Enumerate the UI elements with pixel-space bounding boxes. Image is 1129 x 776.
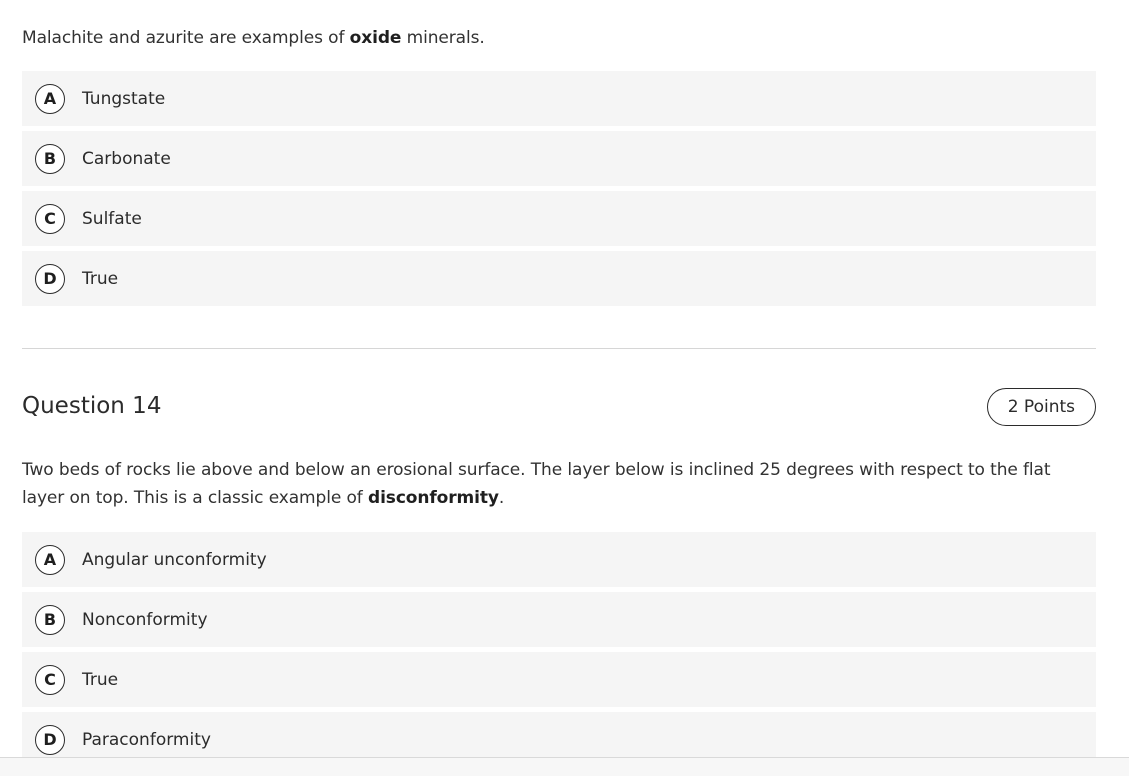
option-label: Paraconformity xyxy=(82,729,211,750)
question-14-option-c[interactable] xyxy=(22,652,1096,707)
option-label: Carbonate xyxy=(82,148,171,169)
question-14-options xyxy=(22,532,1096,772)
question-13-option-b[interactable] xyxy=(22,131,1096,186)
option-letter-badge: C xyxy=(35,204,65,234)
option-label: Nonconformity xyxy=(82,609,208,630)
option-label: Sulfate xyxy=(82,208,142,229)
question-14-prompt-end: . xyxy=(498,488,505,508)
option-letter-badge: B xyxy=(35,144,65,174)
question-14-prompt-text: Two beds of rocks lie above and below an erosional surface. The layer below is inclined 25 degrees with respect to the flat layer on top. This is a classic example of xyxy=(22,460,1051,508)
option-letter-badge: A xyxy=(35,545,65,575)
option-letter-badge: C xyxy=(35,665,65,695)
question-13-prompt-keyword: oxide xyxy=(349,28,402,48)
question-14-option-a[interactable] xyxy=(22,532,1096,587)
question-13-prompt-end: minerals. xyxy=(401,28,485,48)
question-13-options xyxy=(22,71,1096,311)
question-divider xyxy=(22,348,1096,349)
question-13-prompt-text: Malachite and azurite are examples of xyxy=(22,28,350,48)
points-badge: 2 Points xyxy=(987,388,1096,426)
question-14-title: Question 14 xyxy=(22,393,162,419)
option-letter-badge: B xyxy=(35,605,65,635)
option-letter-badge: D xyxy=(35,725,65,755)
option-letter-badge: A xyxy=(35,84,65,114)
question-14-option-b[interactable] xyxy=(22,592,1096,647)
question-13-option-d[interactable] xyxy=(22,251,1096,306)
question-13-option-c[interactable] xyxy=(22,191,1096,246)
option-label: Angular unconformity xyxy=(82,549,267,570)
question-14-prompt-keyword: disconformity xyxy=(368,488,499,508)
option-label: True xyxy=(82,669,119,690)
option-letter-badge: D xyxy=(35,264,65,294)
option-label: Tungstate xyxy=(82,88,166,109)
question-13-option-a[interactable] xyxy=(22,71,1096,126)
option-label: True xyxy=(82,268,119,289)
question-14-prompt xyxy=(22,456,1096,512)
question-13-prompt xyxy=(22,24,1096,52)
bottom-bar xyxy=(0,757,1129,776)
